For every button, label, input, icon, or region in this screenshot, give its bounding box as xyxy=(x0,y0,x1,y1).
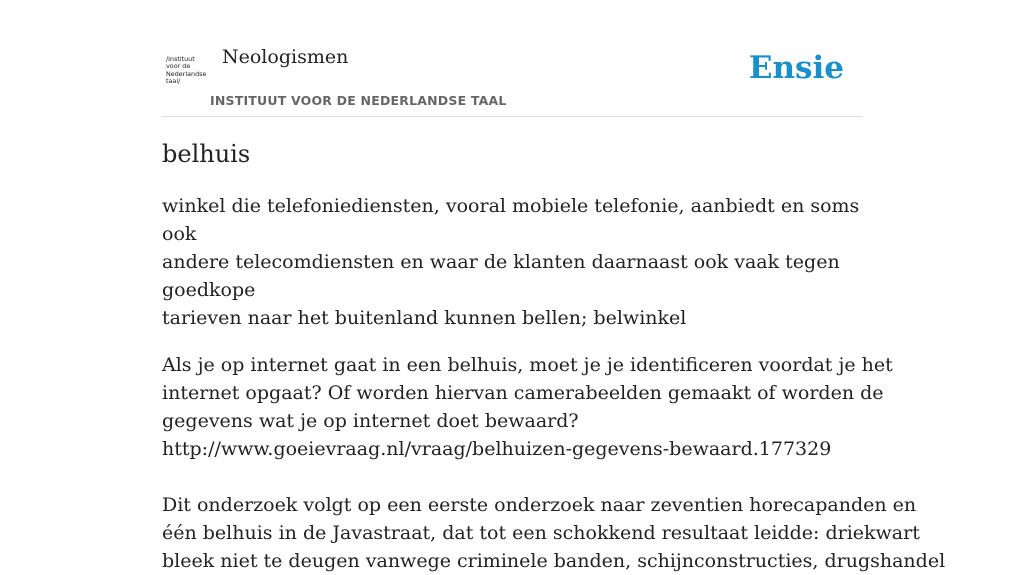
quote-line: Dit onderzoek volgt op een eerste onderzoek naar zeventien horecapanden en xyxy=(162,494,917,516)
entry-headword: belhuis xyxy=(162,140,251,168)
site-title[interactable]: Neologismen xyxy=(222,46,349,68)
quote-line: Als je op internet gaat in een belhuis, moet je je identificeren voordat je het xyxy=(162,354,893,376)
definition-line: winkel die telefoniediensten, vooral mobiele telefonie, aanbiedt en soms ook xyxy=(162,195,860,245)
quote-line: gegevens wat je op internet doet bewaard? xyxy=(162,410,579,432)
definition-line: tarieven naar het buitenland kunnen bellen; belwinkel xyxy=(162,307,687,329)
site-header xyxy=(162,40,862,117)
brand-logo[interactable]: Ensie xyxy=(748,50,844,86)
quote-source-url: http://www.goeievraag.nl/vraag/belhuizen-gegevens-bewaard.177329 xyxy=(162,438,832,460)
logo-line: voor de xyxy=(166,62,191,71)
institute-logo[interactable] xyxy=(166,56,208,90)
quote-line: internet opgaat? Of worden hiervan camerabeelden gemaakt of worden de xyxy=(162,382,884,404)
quote xyxy=(162,491,946,575)
entry-definition xyxy=(162,192,862,332)
logo-line: /instituut xyxy=(166,55,195,63)
entry-quotes xyxy=(162,351,946,575)
definition-line: andere telecomdiensten en waar de klanten daarnaast ook vaak tegen goedkope xyxy=(162,251,840,301)
logo-line: taal/ xyxy=(166,77,181,86)
entry-content xyxy=(162,138,946,575)
site-subtitle: INSTITUUT VOOR DE NEDERLANDSE TAAL xyxy=(210,93,507,108)
quote-line: één belhuis in de Javastraat, dat tot een schokkend resultaat leidde: driekwart xyxy=(162,522,920,544)
logo-line: Nederlandse xyxy=(166,69,207,78)
quote-line: bleek niet te deugen vanwege criminele banden, schijnconstructies, drugshandel xyxy=(162,550,946,572)
quote xyxy=(162,351,893,463)
